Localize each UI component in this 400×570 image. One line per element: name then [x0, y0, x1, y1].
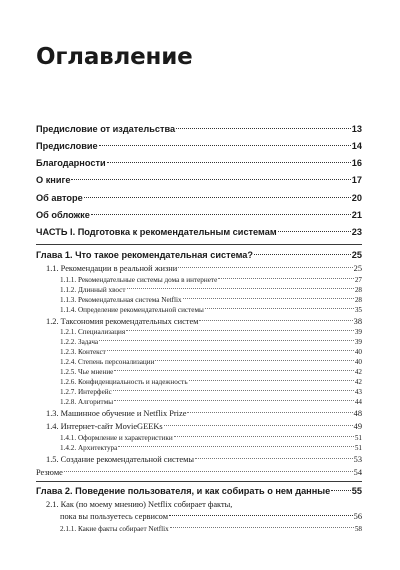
toc-chapter-1[interactable]	[36, 250, 362, 260]
leader-dots	[205, 308, 354, 309]
toc-entry-label: 1.2.8. Алгоритмы	[60, 398, 114, 406]
toc-entry-page: 40	[354, 348, 362, 356]
toc-entry-page: 17	[351, 175, 362, 185]
toc-entry-page: 42	[354, 368, 362, 376]
toc-entry-page: 44	[354, 398, 362, 406]
leader-dots	[99, 145, 351, 146]
leader-dots	[199, 320, 352, 321]
leader-dots	[187, 412, 352, 413]
leader-dots	[91, 214, 351, 215]
divider	[36, 481, 362, 482]
toc-entry-page: 49	[353, 422, 362, 431]
toc-entry-page: 16	[351, 158, 362, 168]
leader-dots	[118, 446, 353, 447]
toc-subsection-1-2-2[interactable]	[60, 338, 362, 346]
toc-entry-label: 1.4.2. Архитектура	[60, 444, 118, 452]
toc-entry-preface[interactable]	[36, 141, 362, 151]
toc-entry-page: 53	[353, 455, 362, 464]
toc-subsection-1-2-5[interactable]	[60, 368, 362, 376]
leader-dots	[170, 527, 354, 528]
toc-entry-page: 14	[351, 141, 362, 151]
toc-entry-about-cover[interactable]	[36, 210, 362, 220]
toc-subsection-1-1-1[interactable]	[60, 276, 362, 284]
toc-section-1-4[interactable]	[46, 422, 362, 431]
toc-subsection-1-4-2[interactable]	[60, 444, 362, 452]
toc-entry-page: 21	[351, 210, 362, 220]
leader-dots	[176, 128, 351, 129]
toc-entry-label: пока вы пользуетесь сервисом	[60, 512, 169, 521]
toc-entry-label: Об обложке	[36, 210, 90, 220]
toc-entry-page: 40	[354, 358, 362, 366]
leader-dots	[107, 350, 354, 351]
toc-chapter-2[interactable]	[36, 486, 362, 496]
leader-dots	[107, 162, 351, 163]
leader-dots	[71, 179, 350, 180]
toc-subsection-1-2-4[interactable]	[60, 358, 362, 366]
toc-subsection-2-1-1[interactable]	[60, 525, 362, 533]
toc-entry-page: 54	[353, 468, 362, 477]
toc-entry-acknowledgements[interactable]	[36, 158, 362, 168]
toc-entry-page: 28	[354, 296, 362, 304]
toc-entry-about-author[interactable]	[36, 193, 362, 203]
toc-section-1-1[interactable]	[46, 264, 362, 273]
divider	[36, 244, 362, 245]
toc-entry-label: 1.1.4. Определение рекомендательной системы	[60, 306, 204, 314]
toc-subsection-1-4-1[interactable]	[60, 434, 362, 442]
toc-entry-label: Об авторе	[36, 193, 83, 203]
leader-dots	[64, 471, 353, 472]
toc-section-2-1[interactable]	[60, 512, 362, 521]
leader-dots	[126, 330, 354, 331]
toc-entry-page: 35	[354, 306, 362, 314]
leader-dots	[218, 278, 354, 279]
toc-entry-page: 55	[351, 486, 362, 496]
page-title: Оглавление	[36, 44, 193, 70]
leader-dots	[278, 231, 351, 232]
toc-entry-page: 51	[354, 444, 362, 452]
toc-entry-label: 1.4.1. Оформление и характеристики	[60, 434, 173, 442]
toc-entry-label: Глава 2. Поведение пользователя, и как собирать о нем данные	[36, 486, 331, 496]
toc-subsection-1-2-1[interactable]	[60, 328, 362, 336]
toc-entry-label: 1.1.2. Длинный хвост	[60, 286, 126, 294]
toc-entry-page: 25	[351, 250, 362, 260]
toc-entry-label: 1.2.5. Чье мнение	[60, 368, 114, 376]
toc-entry-label: 1.2.3. Контекст	[60, 348, 106, 356]
toc-subsection-1-2-3[interactable]	[60, 348, 362, 356]
toc-entry-label: 1.5. Создание рекомендательной системы	[46, 455, 195, 464]
leader-dots	[155, 360, 353, 361]
leader-dots	[113, 390, 354, 391]
toc-entry-about-book[interactable]	[36, 175, 362, 185]
toc-entry-page: 39	[354, 328, 362, 336]
toc-entry-label: Предисловие от издательства	[36, 124, 176, 134]
leader-dots	[195, 458, 353, 459]
leader-dots	[254, 254, 351, 255]
toc-entry-page: 28	[354, 286, 362, 294]
toc-entry-page: 38	[353, 317, 362, 326]
toc-entry-page: 23	[351, 227, 362, 237]
leader-dots	[169, 515, 353, 516]
toc-subsection-1-1-2[interactable]	[60, 286, 362, 294]
leader-dots	[84, 197, 351, 198]
toc-entry-label: Резюме	[36, 468, 63, 477]
toc-entry-label: Предисловие	[36, 141, 98, 151]
leader-dots	[178, 267, 352, 268]
toc-entry-page: 20	[351, 193, 362, 203]
toc-subsection-1-1-3[interactable]	[60, 296, 362, 304]
toc-entry-page: 58	[354, 525, 362, 533]
toc-entry-label: 1.2. Таксономия рекомендательных систем	[46, 317, 199, 326]
toc-entry-page: 25	[353, 264, 362, 273]
leader-dots	[99, 340, 354, 341]
toc-entry-label: 1.1.1. Рекомендательные системы дома в интернете	[60, 276, 218, 284]
leader-dots	[174, 436, 354, 437]
toc-entry-publisher-preface[interactable]	[36, 124, 362, 134]
leader-dots	[114, 400, 354, 401]
toc-entry-label: ЧАСТЬ I. Подготовка к рекомендательным системам	[36, 227, 277, 237]
toc-entry-page: 56	[353, 512, 362, 521]
leader-dots	[164, 425, 353, 426]
toc-entry-label: 1.2.1. Специализация	[60, 328, 126, 336]
toc-entry-page: 39	[354, 338, 362, 346]
leader-dots	[189, 380, 354, 381]
toc-entry-page: 43	[354, 388, 362, 396]
toc-section-1-3[interactable]	[46, 409, 362, 418]
leader-dots	[127, 288, 354, 289]
toc-entry-label: 2.1.1. Какие факты собирает Netflix	[60, 525, 169, 533]
leader-dots	[183, 298, 354, 299]
toc-subsection-1-1-4[interactable]	[60, 306, 362, 314]
toc-entry-page: 27	[354, 276, 362, 284]
toc-subsection-1-2-7[interactable]	[60, 388, 362, 396]
toc-entry-label: Глава 1. Что такое рекомендательная система?	[36, 250, 253, 260]
toc-entry-label: 1.2.4. Степень персонализации	[60, 358, 155, 366]
toc-subsection-1-2-6[interactable]	[60, 378, 362, 386]
toc-entry-label: 1.3. Машинное обучение и Netflix Prize	[46, 409, 187, 418]
leader-dots	[331, 490, 351, 491]
toc-entry-page: 51	[354, 434, 362, 442]
toc-entry-page: 48	[353, 409, 362, 418]
toc-entry-page: 42	[354, 378, 362, 386]
toc-section-2-1-line1[interactable]: 2.1. Как (по моему мнению) Netflix собирает факты,	[46, 500, 233, 509]
toc-section-1-2[interactable]	[46, 317, 362, 326]
toc-subsection-1-2-8[interactable]	[60, 398, 362, 406]
toc-summary[interactable]	[36, 468, 362, 477]
toc-entry-label: 1.1. Рекомендации в реальной жизни	[46, 264, 178, 273]
toc-section-1-5[interactable]	[46, 455, 362, 464]
toc-entry-label: 1.1.3. Рекомендательная система Netflix	[60, 296, 182, 304]
toc-entry-label: 1.4. Интернет-сайт MovieGEEKs	[46, 422, 163, 431]
toc-entry-label: О книге	[36, 175, 71, 185]
toc-part-1[interactable]	[36, 227, 362, 237]
toc-entry-label: 1.2.7. Интерфейс	[60, 388, 112, 396]
toc-entry-label: Благодарности	[36, 158, 106, 168]
toc-entry-label: 1.2.6. Конфиденциальность и надежность	[60, 378, 188, 386]
leader-dots	[114, 370, 353, 371]
toc-entry-label: 1.2.2. Задача	[60, 338, 99, 346]
toc-entry-page: 13	[351, 124, 362, 134]
